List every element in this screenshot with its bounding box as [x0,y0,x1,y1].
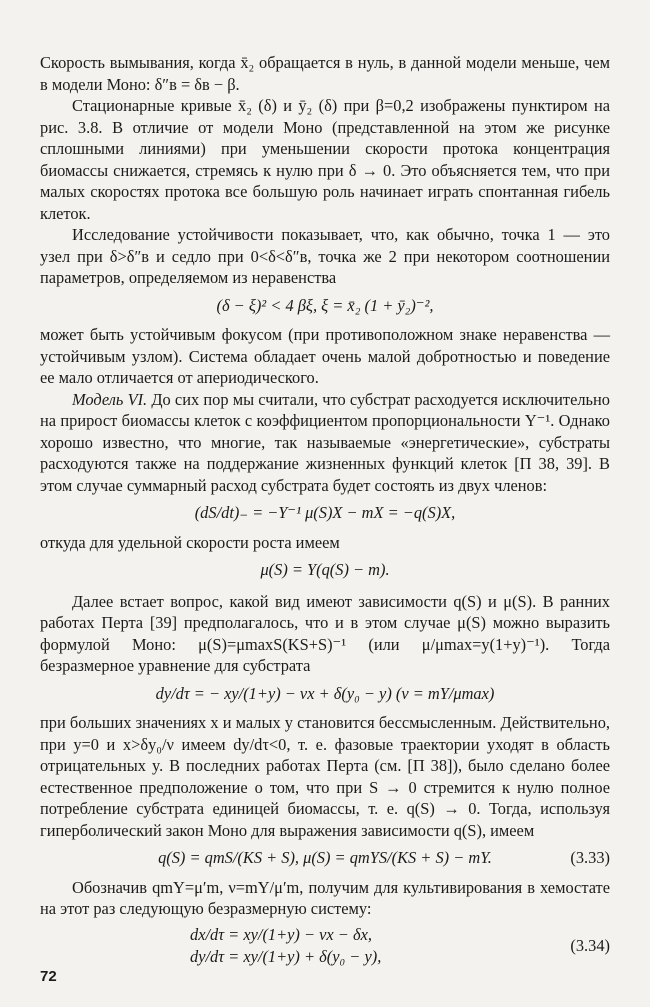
equation-inequality: (δ − ξ)² < 4 βξ, ξ = x̄₂ (1 + ȳ₂)⁻², [216,295,434,315]
model-label: Модель VI. [72,389,148,409]
paragraph-stability: Исследование устойчивости показывает, что, как обычно, точка 1 — это узел при δ>δ″в и седло при 0<δ<δ″в, точка же 2 при некотором соотношении параметров, определяемом из неравенства [40,225,610,287]
equation-3-34 [40,924,610,968]
paragraph-washout: Скорость вымывания, когда x̄₂ обращается в нуль, в данной модели меньше, чем в модели Моно: δ″в = δв − β. [40,53,610,94]
paragraph-model-vi-text: До сих пор мы считали, что субстрат расходуется исключительно на прирост биомассы клеток с коэффициентом пропорциональности Y⁻¹. Однако хорошо известно, что многие, так называемые «энергетические», субстраты расходуются также на поддержание жизненных функций клеток [П 38, 39]. В этом случае суммарный расход субстрата будет состоять из двух членов: [40,389,610,495]
equation-substrate: dy/dτ = − xy/(1+y) − νx + δ(y₀ − y) (ν = mY/μmax) [155,683,495,703]
equation-growth: μ(S) = Y(q(S) − m). [260,560,390,579]
page-number: 72 [40,968,57,985]
paragraph-large-values: при больших значениях x и малых y становится бессмысленным. Действительно, при y=0 и x>δy₀/ν имеем dy/dτ<0, т. е. фазовые траектории уходят в область отрицательных y. В последних работах Перта (см. [П 38]), было сделано более естественное предположение о том, что при S → 0 стремится к нулю полное потребление субстрата единицей биомассы, т. е. q(S) → 0. Тогда, используя гиперболический закон Моно для выражения зависимости q(S), имеем [40,713,610,840]
paragraph-notation: Обозначив qmY=μ′m, ν=mY/μ′m, получим для культивирования в хемостате на этот раз следующую безразмерную систему: [40,877,610,918]
paragraph-model-vi [40,389,610,497]
equation-consumption: (dS/dt)₋ = −Y⁻¹ μ(S)X − mX = −q(S)X, [194,503,456,522]
equation-3-33-body: q(S) = qmS/(KS + S), μ(S) = qmYS/(KS + S) − mY. [158,848,492,867]
equation-3-34-lines [190,924,381,968]
page-body [40,52,610,972]
equation-3-34-line-2: dy/dτ = xy/(1+y) + δ(y₀ − y), [190,946,382,966]
equation-3-33 [40,847,610,869]
paragraph-question: Далее встает вопрос, какой вид имеют зависимости q(S) и μ(S). В ранних работах Перта [39] предполагалось, что и в этом случае μ(S) можно выразить формулой Моно: μ(S)=μmaxS(KS+S)⁻¹ (или μ/μmax=y(1+y)⁻¹). Тогда безразмерное уравнение для субстрата [40,591,610,675]
equation-number-3-34: (3.34) [570,935,610,955]
paragraph-stationary-curves: Стационарные кривые x̄₂ (δ) и ȳ₂ (δ) при β=0,2 изображены пунктиром на рис. 3.8. В отличие от модели Моно (представленной на этом же рисунке сплошными линиями) при уменьшении скорости протока концентрация биомассы снижается, стремясь к нулю при δ → 0. Это объясняется тем, что при малых скоростях протока все большую роль начинает играть спонтанная гибель клеток. [40,96,610,223]
paragraph-focus: может быть устойчивым фокусом (при противоположном знаке неравенства — устойчивым узлом). Система обладает очень малой добротностью и поведение ее мало отличается от апериодического. [40,325,610,387]
equation-number-3-33: (3.33) [570,848,610,867]
paragraph-growth-rate: откуда для удельной скорости роста имеем [40,532,340,552]
equation-3-34-line-1: dx/dτ = xy/(1+y) − νx − δx, [190,924,372,944]
